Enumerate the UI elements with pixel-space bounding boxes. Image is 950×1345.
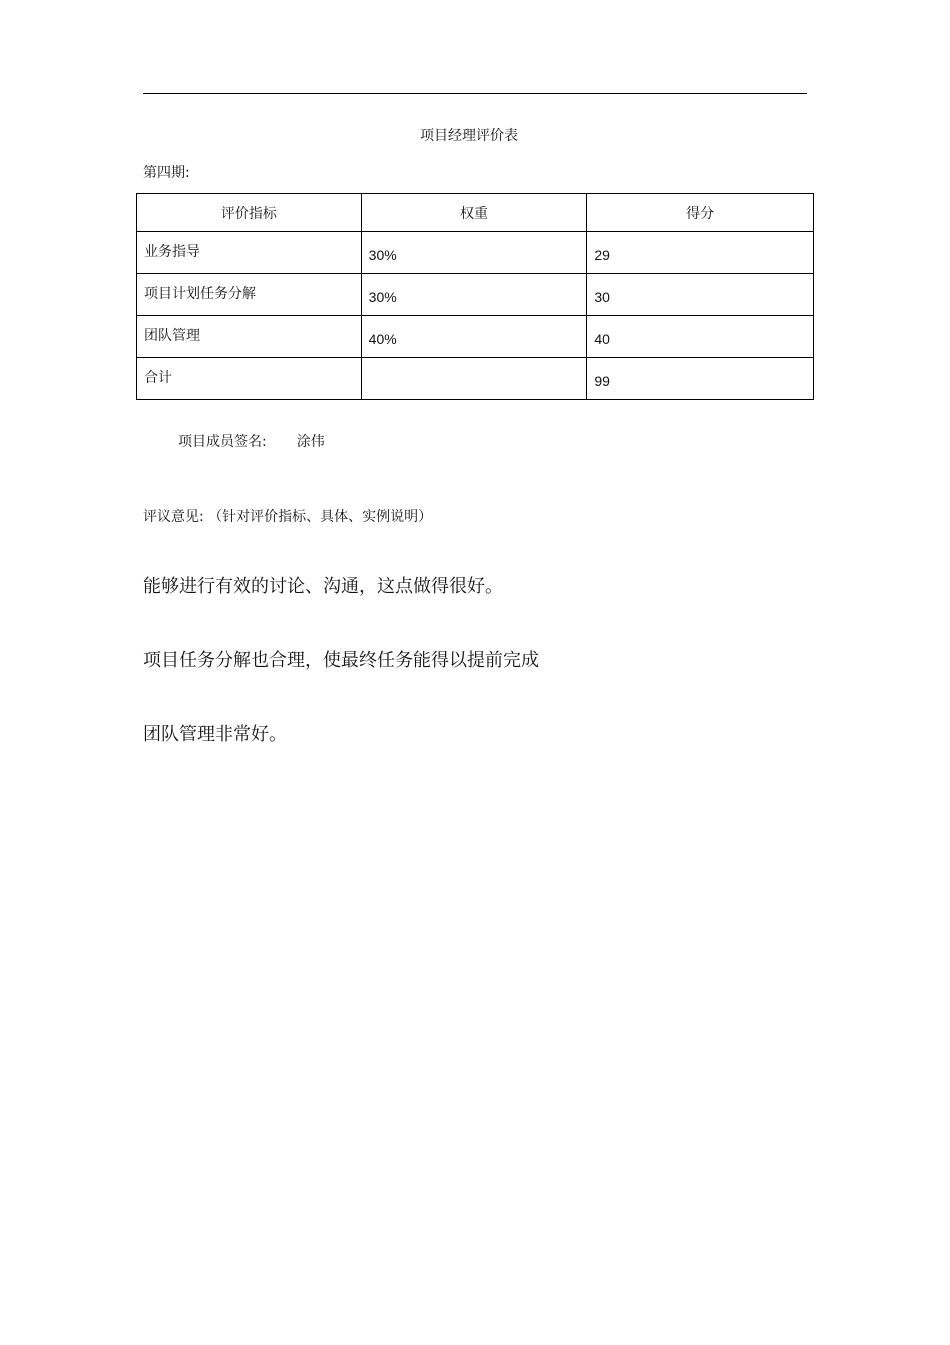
row-weight: 30% xyxy=(361,274,587,316)
row-indicator: 业务指导 xyxy=(137,232,362,274)
comments-label: 评议意见: （针对评价指标、具体、实例说明） xyxy=(143,509,433,525)
row-weight xyxy=(361,358,587,400)
row-indicator: 合计 xyxy=(137,358,362,400)
table-header-row xyxy=(137,194,814,232)
comment-line: 能够进行有效的讨论、沟通，这点做得很好。 xyxy=(143,576,503,597)
row-weight: 30% xyxy=(361,232,587,274)
comment-line: 团队管理非常好。 xyxy=(143,724,287,745)
header-weight: 权重 xyxy=(361,194,587,232)
comment-line: 项目任务分解也合理，使最终任务能得以提前完成 xyxy=(143,650,539,671)
document-title: 项目经理评价表 xyxy=(420,128,518,144)
table-row xyxy=(137,232,814,274)
row-indicator: 团队管理 xyxy=(137,316,362,358)
row-score: 30 xyxy=(587,274,814,316)
row-indicator: 项目计划任务分解 xyxy=(137,274,362,316)
signature-label: 项目成员签名: xyxy=(178,434,267,450)
row-weight: 40% xyxy=(361,316,587,358)
signature-line xyxy=(178,431,325,451)
table-total-row xyxy=(137,358,814,400)
evaluation-table xyxy=(136,193,814,400)
table-row xyxy=(137,316,814,358)
row-score: 40 xyxy=(587,316,814,358)
table-row xyxy=(137,274,814,316)
header-indicator: 评价指标 xyxy=(137,194,362,232)
row-score: 99 xyxy=(587,358,814,400)
header-score: 得分 xyxy=(587,194,814,232)
header-rule xyxy=(143,93,807,94)
row-score: 29 xyxy=(587,232,814,274)
period-label: 第四期: xyxy=(143,165,190,181)
signature-name: 涂伟 xyxy=(296,434,325,450)
